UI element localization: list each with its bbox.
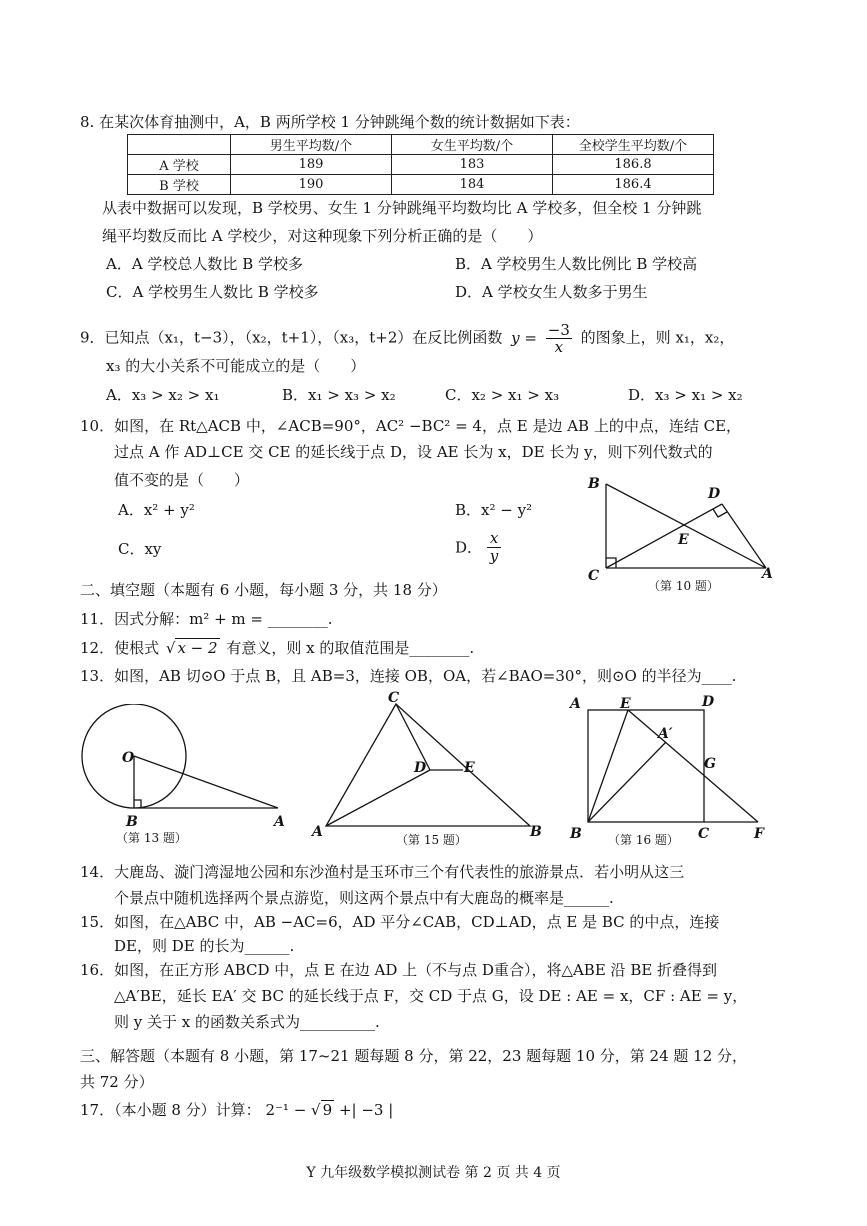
- q15-line2: DE，则 DE 的长为______.: [114, 937, 295, 955]
- q17-expression-part2: +| −3 |: [338, 1101, 394, 1119]
- table-cell: 190: [231, 175, 392, 195]
- radical-sign-icon: √: [165, 639, 176, 657]
- q9-fraction-numerator: −3: [547, 321, 570, 339]
- fig10-caption: （第 10 题）: [648, 579, 719, 593]
- fig16-label-d: D: [702, 694, 715, 710]
- fig15-label-b: B: [530, 824, 542, 840]
- fig10-label-d: D: [708, 486, 721, 502]
- stats-table: [127, 134, 714, 195]
- fig15-caption: （第 15 题）: [396, 833, 467, 847]
- figure-10: [582, 472, 782, 596]
- q10-option-c: C．xy: [118, 540, 162, 558]
- q16-line1: 16．如图，在正方形 ABCD 中，点 E 在边 AD 上（不与点 D重合），将△ABE 沿 BE 折叠得到: [80, 961, 718, 979]
- fig16-label-a: A: [570, 696, 581, 712]
- q9-function-y: y =: [511, 328, 537, 347]
- q9-stem: [80, 322, 734, 355]
- q12-radical: [166, 638, 220, 658]
- q9-option-b: B．x₁ > x₃ > x₂: [282, 386, 396, 404]
- fig13-label-b: B: [126, 814, 138, 830]
- fig10-label-c: C: [588, 568, 600, 584]
- q12-radicand: x − 2: [177, 639, 218, 657]
- fig10-label-b: B: [588, 476, 600, 492]
- q8-option-b: B．A 学校男生人数比例比 B 学校高: [455, 255, 698, 273]
- q10-option-d-label: D．: [455, 538, 483, 557]
- q10-line3: 值不变的是（ ）: [114, 471, 250, 489]
- page-footer: Y 九年级数学模拟测试卷 第 2 页 共 4 页: [306, 1165, 561, 1181]
- radical-sign-icon: √: [311, 1101, 321, 1119]
- q9-option-d: D．x₃ > x₁ > x₂: [628, 386, 743, 404]
- q15-line1: 15．如图，在△ABC 中，AB −AC=6，AD 平分∠CAB，CD⊥AD，点 E 是 BC 的中点，连接: [80, 913, 720, 931]
- fig16-caption: （第 16 题）: [608, 833, 679, 847]
- table-cell: 189: [231, 155, 392, 175]
- q10-option-d-fraction: [487, 530, 501, 565]
- q8-stem: 8. 在某次体育抽测中，A，B 两所学校 1 分钟跳绳个数的统计数据如下表：: [80, 113, 580, 131]
- q13: 13．如图，AB 切⊙O 于点 B，且 AB=3，连接 OB，OA，若∠BAO=30°，则⊙O 的半径为____.: [80, 667, 737, 685]
- table-cell: 186.8: [553, 155, 714, 175]
- table-cell: 183: [392, 155, 553, 175]
- table-header-cell: 女生平均数/个: [392, 135, 553, 155]
- figure-13: [78, 704, 292, 850]
- section-3-heading-line1: 三、解答题（本题有 8 小题，第 17~21 题每题 8 分，第 22，23 题每题 10 分，第 24 题 12 分，: [80, 1047, 748, 1065]
- q8-body-line1: 从表中数据可以发现，B 学校男、女生 1 分钟跳绳平均数均比 A 学校多，但全校 1 分钟跳: [102, 199, 702, 217]
- fig16-label-a-prime: A′: [658, 726, 673, 742]
- table-cell: 186.4: [553, 175, 714, 195]
- q14-line1: 14．大鹿岛、漩门湾湿地公园和东沙渔村是玉环市三个有代表性的旅游景点．若小明从这三: [80, 863, 685, 881]
- q14-line2: 个景点中随机选择两个景点游览，则这两个景点中有大鹿岛的概率是______.: [114, 889, 614, 907]
- fig16-label-f: F: [754, 826, 764, 842]
- table-cell: B 学校: [128, 175, 231, 195]
- q10-line1: 10．如图，在 Rt△ACB 中，∠ACB=90°，AC² −BC² = 4，点 E 是边 AB 上的中点，连结 CE，: [80, 417, 742, 435]
- q17-prefix: 17．（本小题 8 分）计算：: [80, 1101, 261, 1119]
- q17-radical: [311, 1100, 334, 1119]
- figure-16: [566, 692, 770, 850]
- q10-option-d-numerator: x: [487, 530, 501, 548]
- q8-body-line2: 绳平均数反而比 A 学校少，对这种现象下列分析正确的是（ ）: [102, 227, 543, 245]
- q9-stem-post: 的图象上，则 x₁，x₂，: [580, 328, 735, 347]
- q12: [80, 638, 474, 658]
- fig10-label-a: A: [762, 566, 773, 582]
- fig16-label-c: C: [698, 826, 710, 842]
- q9-fraction-denominator: x: [554, 338, 564, 356]
- fig16-label-e: E: [620, 696, 631, 712]
- table-header-cell: 全校学生平均数/个: [553, 135, 714, 155]
- q8-option-c: C．A 学校男生人数比 B 学校多: [106, 283, 319, 301]
- q17: [80, 1100, 393, 1120]
- q9-option-a: A．x₃ > x₂ > x₁: [106, 386, 220, 404]
- table-cell: A 学校: [128, 155, 231, 175]
- q16-line3: 则 y 关于 x 的函数关系式为__________.: [114, 1013, 380, 1031]
- fig13-label-o: O: [122, 750, 135, 766]
- fig15-label-e: E: [464, 760, 475, 776]
- q8-option-a: A．A 学校总人数比 B 学校多: [106, 255, 303, 273]
- q16-line2: △A′BE，延长 EA′ 交 BC 的延长线于点 F，交 CD 于点 G，设 DE : AE = x，CF : AE = y，: [114, 987, 748, 1005]
- figure-15: [308, 690, 550, 848]
- fig15-label-c: C: [388, 690, 400, 706]
- q10-option-d-denominator: y: [489, 547, 499, 565]
- q11: 11．因式分解：m² + m = ________.: [80, 610, 333, 628]
- fig15-label-a: A: [312, 824, 323, 840]
- fig16-label-b: B: [570, 826, 582, 842]
- q9-option-c: C．x₂ > x₁ > x₃: [445, 386, 560, 404]
- q12-post: 有意义，则 x 的取值范围是________.: [226, 639, 475, 657]
- q10-option-a: A．x² + y²: [118, 501, 195, 519]
- table-header-cell: 男生平均数/个: [231, 135, 392, 155]
- q10-option-b: B．x² − y²: [455, 501, 533, 519]
- table-header-row: [128, 135, 714, 155]
- table-row: [128, 175, 714, 195]
- q10-line2: 过点 A 作 AD⊥CE 交 CE 的延长线于点 D，设 AE 长为 x，DE 长为 y，则下列代数式的: [114, 443, 713, 461]
- table-header-cell: [128, 135, 231, 155]
- q12-pre: 12．使根式: [80, 639, 160, 657]
- q9-line2: x₃ 的大小关系不可能成立的是（ ）: [106, 357, 366, 375]
- q17-radicand: 9: [322, 1101, 333, 1119]
- fig16-label-g: G: [704, 756, 716, 772]
- section-3-heading-line2: 共 72 分）: [80, 1073, 154, 1091]
- section-2-heading: 二、填空题（本题有 6 小题，每小题 3 分，共 18 分）: [80, 581, 447, 599]
- q17-expression-part1: 2⁻¹ −: [265, 1101, 307, 1119]
- fig15-label-d: D: [414, 760, 427, 776]
- q10-option-d: [455, 530, 501, 565]
- q9-fraction: [546, 322, 572, 355]
- fig10-label-e: E: [678, 532, 689, 548]
- fig13-caption: （第 13 题）: [116, 831, 187, 845]
- fig13-label-a: A: [274, 814, 285, 830]
- table-row: [128, 155, 714, 175]
- q8-option-d: D．A 学校女生人数多于男生: [455, 283, 648, 301]
- q9-stem-text: 9．已知点（x₁，t−3），（x₂，t+1），（x₃，t+2）在反比例函数: [80, 328, 503, 347]
- table-cell: 184: [392, 175, 553, 195]
